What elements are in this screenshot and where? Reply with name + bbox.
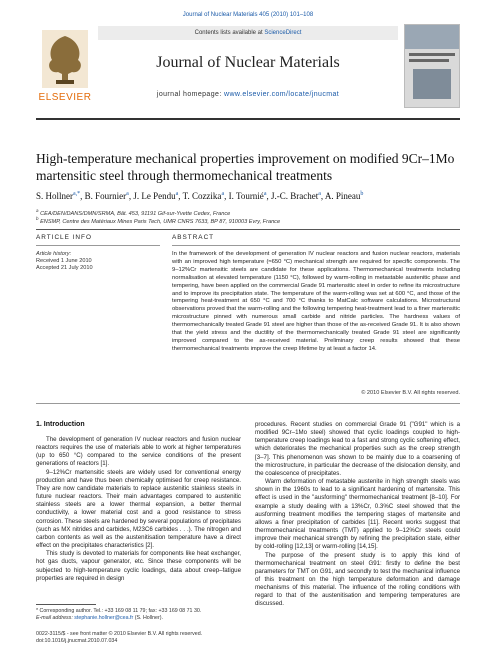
body-paragraph: 9–12%Cr martensitic steels are widely used for conventional energy production and have thus been chemically optimised for creep resistance. They are now candidate materials to replace austenitic stainless steels in future nuclear reactors. Their main advantages compared to austenitic stainless steels are a lower thermal expansion, a better thermal conductivity, a lower material cost and a good resistance to stress corrosion. These steels are hardened by several populations of precipitates (such as MX nitrides and carbides, M23C6 carbides . . .). The nitrogen and carbon contents as well as the austenitisation temperature have a direct effect on the precipitates characteristics [2]. [36, 468, 241, 550]
author[interactable]: J.-C. Brachet [270, 191, 319, 201]
affiliation [36, 215, 280, 226]
article-history-label: Article history: [36, 251, 72, 257]
author-affil-mark[interactable]: a [318, 191, 321, 197]
affiliation-text: ENSMP, Centre des Matériaux Mines Paris Tech, UMR CNRS 7633, BP 87, 910003 Evry, France [40, 218, 281, 225]
cover-title-line [409, 53, 455, 56]
section-heading-introduction: 1. Introduction [36, 421, 85, 428]
author-affil-mark[interactable]: a,* [73, 191, 81, 197]
journal-title: Journal of Nuclear Materials [156, 54, 340, 71]
body-column-left [36, 436, 241, 583]
author[interactable]: S. Hollner [36, 191, 73, 201]
abstract-text: In the framework of the development of generation IV nuclear reactors and fusion nuclear reactors, materials with an improved high temperature (≈650 °C) mechanical strength are required for specific components. The 9–12%Cr martensitic steels are candidate for these applications. Thermomechanical treatments including normalisation at elevated temperature (1150 °C), followed by warm-rolling in metastable austenitic phase and tempering, have been applied on the commercial Grade 91 martensitic steel in order to refine its microstructure and to improve its precipitation state. The temperature of the warm-rolling was set at 600 °C, and those of the tempering heat-treatment at 650 °C and 700 °C thanks to MatCalc software calculations. Microstructural observations proved that the warm-rolling and the following tempering heat-treatment lead to a finer martensitic microstructure pinned with numerous small carbide and nitride particles. The hardness values of thermomechanically treated Grade 91 steel are higher than those of the as-received Grade 91. It is also shown that the yield stress and the ductility of the thermomechanically treated Grade 91 steel are significantly improved compared to the as-received material. Preliminary creep results showed that these thermomechanical treatments improve the creep lifetime by at least a factor 14. [172, 251, 460, 352]
author[interactable]: T. Cozzika [182, 191, 222, 201]
author[interactable]: J. Le Pendu [133, 191, 176, 201]
abstract-rule [172, 245, 460, 246]
journal-cover-thumbnail[interactable] [404, 24, 460, 108]
author-affil-mark[interactable]: a [263, 191, 267, 197]
elsevier-logo[interactable] [36, 24, 94, 110]
email-suffix: (S. Hollner). [133, 615, 163, 621]
author-affil-mark[interactable]: a [126, 191, 129, 197]
affiliation-mark: a [36, 208, 39, 213]
email-note [36, 615, 336, 622]
journal-masthead [36, 24, 460, 110]
cover-image [413, 69, 451, 99]
body-paragraph: The development of generation IV nuclear reactors and fusion nuclear reactors requires the use of materials able to work at higher temperatures (up to 650 °C) compared to the service conditions of the present generations of reactors [1]. [36, 436, 241, 468]
affiliation-divider [36, 229, 460, 230]
footnote-rule [36, 604, 96, 605]
body-paragraph: The purpose of the present study is to apply this kind of thermomechanical treatment on steel G91: firstly to define the best parameters for TMT on G91, and secondly to test the mechanical influence of this treatment on the high temperature deformation and damage mechanisms of this material. The influence of the rolling conditions with regard to that of the austenitisation and tempering temperatures are discussed. [255, 551, 460, 608]
cover-title-line [409, 59, 449, 62]
body-paragraph: Warm deformation of metastable austenite in high strength steels was shown in the 1960s to lead to a significant hardening of martensite. This effect is used in the "ausforming" thermomechanical treatment [8–10]. For example a study dealing with a 13%Cr, 0.3%C steel showed that the ausforming treatment modifies the tempering stages of martensite and allows a finer precipitation of carbides [11]. Recent works suggest that thermomechanical treatments (TMT) applied to 9–12%Cr steels could improve their mechanical strength by refining the precipitation state, either by cold-rolling [12,13] or warm-rolling [14,15]. [255, 478, 460, 551]
body-column-right [255, 421, 460, 609]
contents-bar [98, 26, 398, 40]
elsevier-wordmark: ELSEVIER [38, 92, 92, 103]
author[interactable]: B. Fournier [84, 191, 127, 201]
corresponding-author-note: * Corresponding author. Tel.: +33 169 08 11 79; fax: +33 169 08 71 30. [36, 608, 202, 614]
author[interactable]: I. Tournié [228, 191, 264, 201]
homepage-prefix: journal homepage: [156, 91, 225, 98]
email-link[interactable]: stephanie.hollner@cea.fr [74, 615, 134, 621]
author-affil-mark[interactable]: a [221, 191, 225, 197]
author-affil-mark[interactable]: a [175, 191, 179, 197]
elsevier-tree-icon [42, 30, 88, 88]
info-rule [36, 245, 160, 246]
author[interactable]: A. Pineau [324, 191, 361, 201]
cover-band [405, 25, 459, 49]
abstract-bottom-rule [36, 403, 460, 404]
doi-link[interactable]: doi:10.1016/j.jnucmat.2010.07.034 [36, 638, 118, 644]
body-paragraph: procedures. Recent studies on commercial Grade 91 ("G91" which is a modified 9Cr–1Mo steel) showed that cyclic loadings coupled to high-temperature creep loadings lead to a fast and strong cyclic softening effect, which deteriorates the mechanical properties such as the creep strength [3–7]. This phenomenon was shown to be mainly due to a coarsening of the microstructure, in particular the decrease of the dislocation density, and the coalescence of precipitates. [255, 421, 460, 477]
contents-prefix: Contents lists available at [194, 30, 265, 36]
homepage-link[interactable]: www.elsevier.com/locate/jnucmat [224, 91, 340, 98]
header-divider [36, 118, 460, 120]
abstract-copyright: © 2010 Elsevier B.V. All rights reserved. [361, 390, 460, 396]
author-affil-mark[interactable]: b [360, 191, 364, 197]
affiliation-mark: b [36, 216, 39, 221]
homepage-bar [98, 88, 398, 102]
accepted-date: Accepted 21 July 2010 [36, 265, 93, 271]
email-prefix: E-mail address: [36, 615, 75, 621]
affiliation-text: CEA/DEN/DANS/DMN/SRMA, Bât. 453, 91191 Gif-sur-Yvette Cedex, France [40, 210, 231, 217]
issn-line: 0022-3115/$ - see front matter © 2010 Elsevier B.V. All rights reserved. [36, 631, 203, 637]
journal-header-center [98, 26, 398, 110]
paper-title: High-temperature mechanical properties improvement on modified 9Cr–1Mo martensitic steel through thermomechanical treatments [36, 151, 455, 183]
author-list: S. Hollner$^{a,*}$, B. Fournier$^a$, J. Le Pendu$^a$, T. Cozzika$^a$, I. Tournié$^a$, J.-C. Brachet$^a$, A. Pineau$^b$ [36, 191, 364, 201]
sciencedirect-link[interactable]: ScienceDirect [264, 30, 302, 36]
body-paragraph: This study is devoted to materials for components like heat exchanger, hot gas ducts, vapour generator, etc. Since these components will be subjected to high-temperature cyclic loadings, data about creep–fatigue properties are required in design [36, 550, 241, 582]
article-info-label: ARTICLE INFO [36, 234, 92, 241]
received-date: Received 1 June 2010 [36, 258, 92, 264]
abstract-label: ABSTRACT [172, 234, 215, 241]
journal-reference[interactable]: Journal of Nuclear Materials 405 (2010) 101–108 [182, 12, 314, 18]
